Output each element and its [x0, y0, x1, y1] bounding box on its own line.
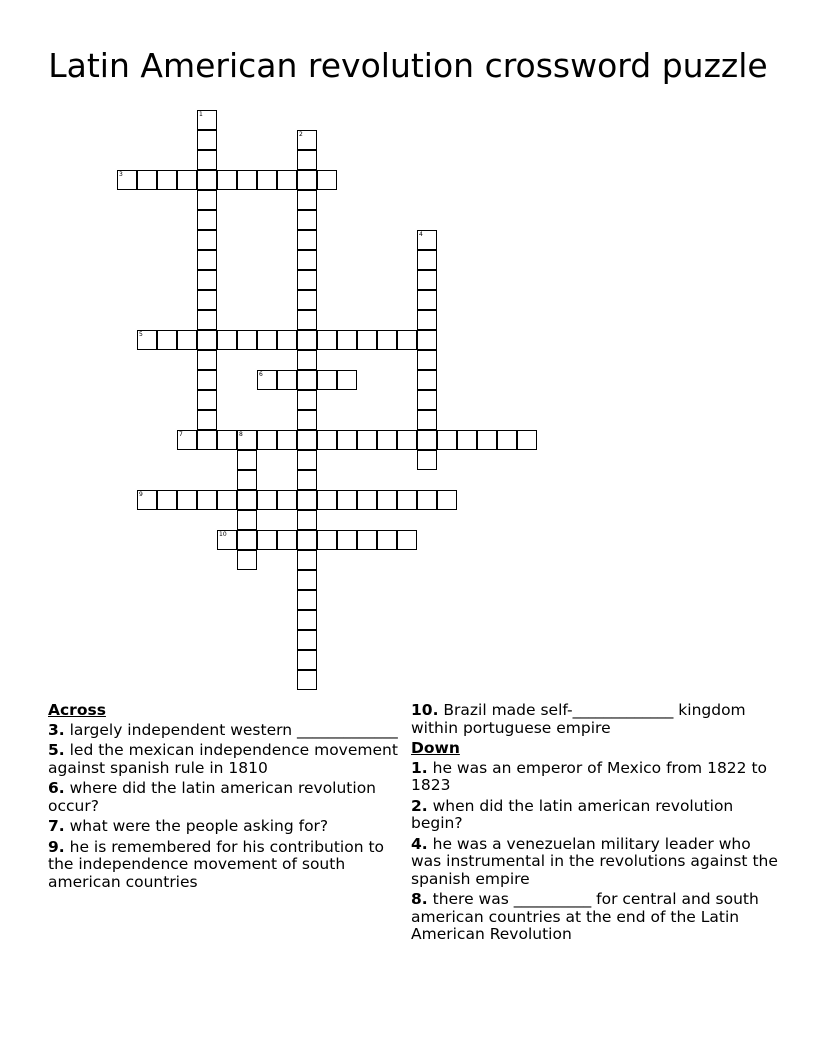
grid-cell[interactable] — [197, 390, 217, 410]
grid-cell[interactable] — [277, 170, 297, 190]
grid-cell[interactable] — [297, 510, 317, 530]
grid-cell[interactable] — [237, 170, 257, 190]
grid-cell[interactable] — [297, 590, 317, 610]
grid-cell[interactable] — [417, 430, 437, 450]
grid-cell[interactable] — [417, 410, 437, 430]
grid-cell[interactable] — [277, 530, 297, 550]
grid-cell[interactable] — [417, 490, 437, 510]
grid-cell[interactable] — [397, 530, 417, 550]
clue-down-8 — [411, 891, 781, 944]
clue-across-10 — [411, 702, 781, 737]
clue-text: he was a venezuelan military leader who was instrumental in the revolutions against the spanish empire — [411, 834, 778, 888]
grid-cell[interactable] — [297, 390, 317, 410]
grid-cell[interactable] — [357, 530, 377, 550]
grid-cell[interactable] — [297, 330, 317, 350]
grid-cell[interactable] — [297, 650, 317, 670]
grid-cell[interactable] — [417, 350, 437, 370]
grid-cell[interactable] — [417, 230, 437, 250]
grid-cell[interactable] — [357, 430, 377, 450]
clue-text: what were the people asking for? — [69, 817, 329, 835]
grid-cell[interactable] — [297, 470, 317, 490]
grid-cell[interactable] — [337, 370, 357, 390]
grid-cell[interactable] — [237, 430, 257, 450]
grid-cell[interactable] — [297, 210, 317, 230]
grid-cell[interactable] — [197, 110, 217, 130]
clue-down-4 — [411, 836, 781, 889]
grid-cell[interactable] — [237, 510, 257, 530]
cell-number: 10 — [219, 531, 227, 538]
grid-cell[interactable] — [397, 330, 417, 350]
clue-text: led the mexican independence movement against spanish rule in 1810 — [48, 741, 398, 777]
clue-across-6 — [48, 780, 398, 815]
grid-cell[interactable] — [337, 530, 357, 550]
clue-down-2 — [411, 798, 781, 833]
grid-cell[interactable] — [297, 290, 317, 310]
grid-cell[interactable] — [217, 490, 237, 510]
clue-column-right — [411, 702, 781, 947]
grid-cell[interactable] — [257, 530, 277, 550]
clue-column-left — [48, 702, 398, 894]
grid-cell[interactable] — [297, 350, 317, 370]
grid-cell[interactable] — [317, 490, 337, 510]
grid-cell[interactable] — [197, 130, 217, 150]
grid-cell[interactable] — [297, 630, 317, 650]
grid-cell[interactable] — [297, 370, 317, 390]
grid-cell[interactable] — [197, 170, 217, 190]
grid-cell[interactable] — [217, 170, 237, 190]
grid-cell[interactable] — [317, 330, 337, 350]
grid-cell[interactable] — [397, 430, 417, 450]
clue-text: he is remembered for his contribution to the independence movement of south american countries — [48, 837, 385, 891]
grid-cell[interactable] — [297, 230, 317, 250]
clue-number: 6. — [48, 779, 65, 797]
grid-cell[interactable] — [497, 430, 517, 450]
grid-cell[interactable] — [417, 270, 437, 290]
grid-cell[interactable] — [217, 530, 237, 550]
grid-cell[interactable] — [257, 430, 277, 450]
grid-cell[interactable] — [297, 570, 317, 590]
grid-cell[interactable] — [217, 430, 237, 450]
grid-cell[interactable] — [337, 330, 357, 350]
cell-number: 8 — [239, 431, 243, 438]
grid-cell[interactable] — [297, 670, 317, 690]
grid-cell[interactable] — [237, 330, 257, 350]
grid-cell[interactable] — [177, 490, 197, 510]
clue-text: Brazil made self-_____________ kingdom within portuguese empire — [411, 701, 746, 737]
grid-cell[interactable] — [197, 290, 217, 310]
clue-text: he was an emperor of Mexico from 1822 to 1823 — [411, 758, 768, 794]
grid-cell[interactable] — [257, 170, 277, 190]
across-heading: Across — [48, 701, 106, 719]
grid-cell[interactable] — [297, 430, 317, 450]
grid-cell[interactable] — [297, 490, 317, 510]
grid-cell[interactable] — [397, 490, 417, 510]
grid-cell[interactable] — [317, 530, 337, 550]
grid-cell[interactable] — [197, 190, 217, 210]
grid-cell[interactable] — [257, 490, 277, 510]
grid-cell[interactable] — [157, 330, 177, 350]
grid-cell[interactable] — [237, 550, 257, 570]
grid-cell[interactable] — [197, 210, 217, 230]
grid-cell[interactable] — [197, 310, 217, 330]
cell-number: 7 — [179, 431, 183, 438]
grid-cell[interactable] — [297, 450, 317, 470]
cell-number: 4 — [419, 231, 423, 238]
grid-cell[interactable] — [277, 370, 297, 390]
grid-cell[interactable] — [357, 330, 377, 350]
grid-cell[interactable] — [197, 230, 217, 250]
grid-cell[interactable] — [197, 330, 217, 350]
clue-number: 5. — [48, 741, 65, 759]
grid-cell[interactable] — [277, 490, 297, 510]
clue-across-7 — [48, 818, 398, 836]
grid-cell[interactable] — [317, 430, 337, 450]
clue-number: 9. — [48, 837, 65, 856]
cell-number: 5 — [139, 331, 143, 338]
clue-text: where did the latin american revolution occur? — [48, 779, 376, 815]
cell-number: 3 — [119, 171, 123, 178]
grid-cell[interactable] — [377, 330, 397, 350]
grid-cell[interactable] — [417, 370, 437, 390]
grid-cell[interactable] — [157, 490, 177, 510]
grid-cell[interactable] — [317, 370, 337, 390]
grid-cell[interactable] — [177, 430, 197, 450]
grid-cell[interactable] — [297, 410, 317, 430]
grid-cell[interactable] — [297, 150, 317, 170]
clue-text: when did the latin american revolution begin? — [411, 796, 734, 832]
grid-cell[interactable] — [197, 430, 217, 450]
grid-cell[interactable] — [317, 170, 337, 190]
grid-cell[interactable] — [357, 490, 377, 510]
grid-cell[interactable] — [237, 530, 257, 550]
grid-cell[interactable] — [117, 170, 137, 190]
grid-cell[interactable] — [297, 550, 317, 570]
clue-text: there was __________ for central and south american countries at the end of the Latin American Revolution — [411, 890, 759, 943]
clue-number: 2. — [411, 796, 428, 815]
grid-cell[interactable] — [197, 490, 217, 510]
grid-cell[interactable] — [417, 390, 437, 410]
grid-cell[interactable] — [217, 330, 237, 350]
grid-cell[interactable] — [417, 250, 437, 270]
grid-cell[interactable] — [437, 490, 457, 510]
grid-cell[interactable] — [237, 450, 257, 470]
clue-down-1 — [411, 760, 781, 795]
cell-number: 9 — [139, 491, 143, 498]
grid-cell[interactable] — [197, 350, 217, 370]
clue-number: 10. — [411, 701, 439, 719]
grid-cell[interactable] — [137, 170, 157, 190]
grid-cell[interactable] — [197, 150, 217, 170]
grid-cell[interactable] — [177, 330, 197, 350]
grid-cell[interactable] — [277, 330, 297, 350]
grid-cell[interactable] — [197, 410, 217, 430]
grid-cell[interactable] — [337, 490, 357, 510]
grid-cell[interactable] — [417, 310, 437, 330]
grid-cell[interactable] — [297, 310, 317, 330]
cell-number: 1 — [199, 111, 203, 118]
grid-cell[interactable] — [257, 330, 277, 350]
grid-cell[interactable] — [297, 270, 317, 290]
grid-cell[interactable] — [137, 330, 157, 350]
grid-cell[interactable] — [297, 130, 317, 150]
grid-cell[interactable] — [257, 370, 277, 390]
grid-cell[interactable] — [297, 250, 317, 270]
grid-cell[interactable] — [477, 430, 497, 450]
grid-cell[interactable] — [197, 370, 217, 390]
clue-number: 7. — [48, 817, 65, 835]
grid-cell[interactable] — [297, 190, 317, 210]
down-heading: Down — [411, 739, 460, 757]
grid-cell[interactable] — [517, 430, 537, 450]
grid-cell[interactable] — [417, 450, 437, 470]
clue-text: largely independent western _____________ — [69, 720, 398, 739]
grid-cell[interactable] — [157, 170, 177, 190]
grid-cell[interactable] — [137, 490, 157, 510]
grid-cell[interactable] — [417, 330, 437, 350]
clue-number: 4. — [411, 834, 428, 853]
grid-cell[interactable] — [197, 270, 217, 290]
clue-across-3 — [48, 722, 398, 740]
cell-number: 2 — [299, 131, 303, 138]
grid-cell[interactable] — [417, 290, 437, 310]
cell-number: 6 — [259, 371, 263, 378]
grid-cell[interactable] — [377, 430, 397, 450]
grid-cell[interactable] — [277, 430, 297, 450]
grid-cell[interactable] — [297, 610, 317, 630]
grid-cell[interactable] — [297, 170, 317, 190]
page-title: Latin American revolution crossword puzzle — [48, 46, 768, 85]
clue-across-5 — [48, 742, 398, 777]
grid-cell[interactable] — [197, 250, 217, 270]
grid-cell[interactable] — [437, 430, 457, 450]
grid-cell[interactable] — [377, 530, 397, 550]
clue-number: 1. — [411, 758, 428, 777]
clue-across-9 — [48, 839, 398, 892]
grid-cell[interactable] — [337, 430, 357, 450]
grid-cell[interactable] — [457, 430, 477, 450]
grid-cell[interactable] — [237, 470, 257, 490]
grid-cell[interactable] — [297, 530, 317, 550]
grid-cell[interactable] — [377, 490, 397, 510]
grid-cell[interactable] — [177, 170, 197, 190]
grid-cell[interactable] — [237, 490, 257, 510]
clue-number: 8. — [411, 890, 428, 908]
clue-number: 3. — [48, 720, 65, 739]
